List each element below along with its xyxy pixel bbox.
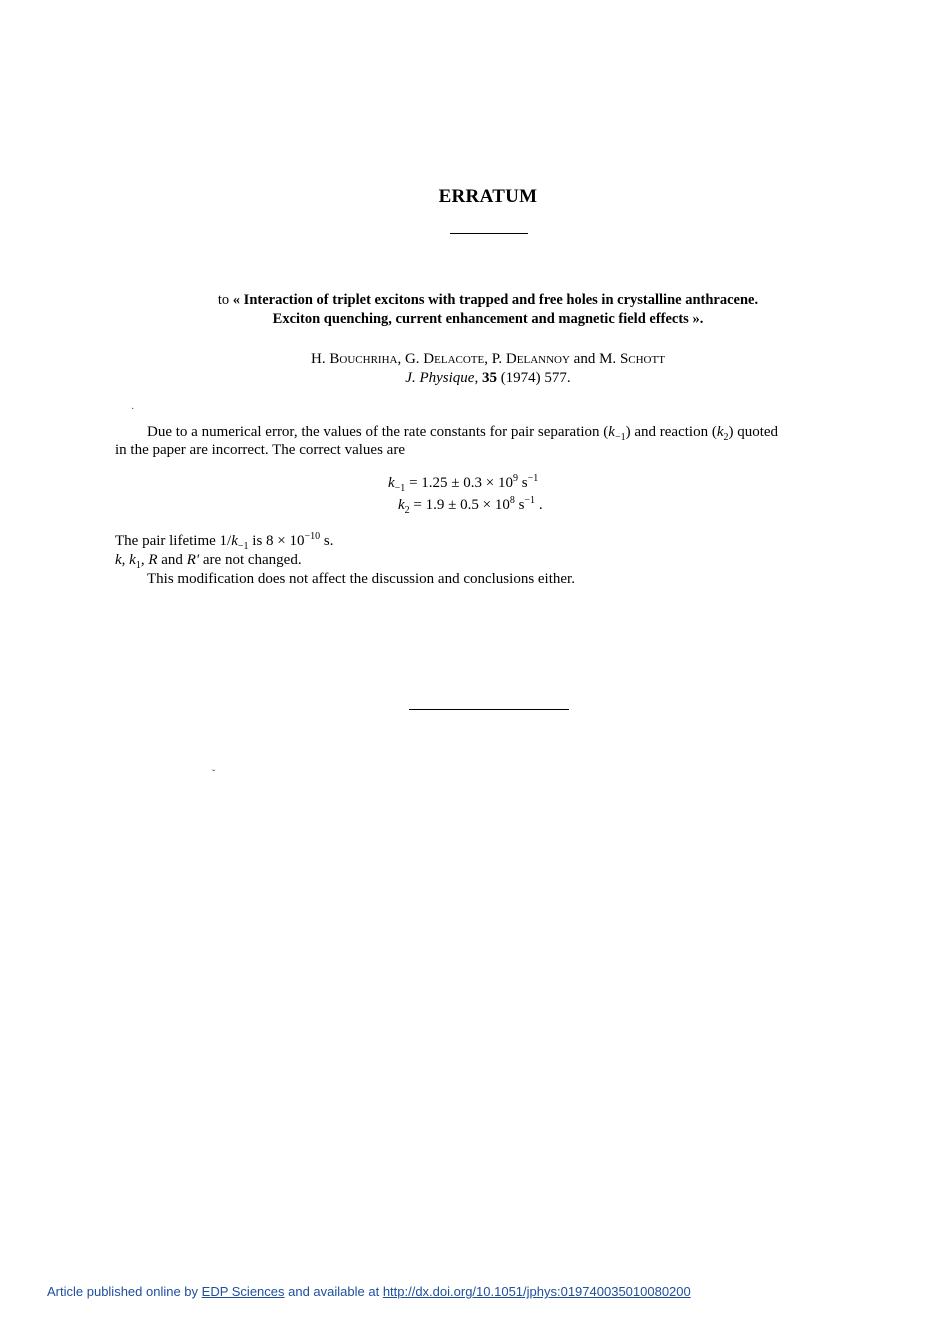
scan-speck: · [131,404,135,415]
publisher-footer: Article published online by EDP Sciences and available at http://dx.doi.org/10.1051/jphys:019740035010080200 [47,1284,691,1299]
equation-k2: $k_2 = 1.9 \pm 0.5 \times 10^8$ $s^{-1}$ . [398,495,543,516]
reference-title-line2: Exciton quenching, current enhancement and magnetic field effects ». [272,311,704,327]
body-paragraph-1-line2: in the paper are incorrect. The correct values are [115,442,405,458]
author-name: Bouchriha [329,351,398,367]
edp-sciences-link[interactable]: EDP Sciences [201,1284,285,1299]
unchanged-constants-line: k, $k_1$, R and R′ are not changed. [115,552,302,571]
journal-volume: 35 [481,370,497,386]
equation-k-minus-1: $k_{-1} = 1.25 \pm 0.3 \times 10^9$ $s^{-1}$ [388,473,539,494]
journal-name: J. Physique [405,370,475,386]
end-divider [409,709,569,710]
article-reference [0,291,930,329]
author-block [0,350,930,388]
reference-prefix: to [217,292,230,308]
author-name: Delacote [423,351,485,367]
erratum-title: ERRATUM [438,186,538,207]
scan-speck: ˇ [212,769,216,780]
pair-lifetime-line: The pair lifetime $1/k_{-1}$ is $8 \times 10^{-10}$ s. [115,531,334,552]
doi-link[interactable]: http://dx.doi.org/10.1051/jphys:019740035010080200 [382,1284,691,1299]
reference-title-line1: « Interaction of triplet excitons with trapped and free holes in crystalline anthracene. [232,292,759,308]
journal-citation: J. Physique, 35 (1974) 577. [405,370,571,386]
author-name: Schott [619,351,665,367]
title-divider [450,233,528,234]
author-name: Delannoy [505,351,570,367]
conclusion-line: This modification does not affect the discussion and conclusions either. [147,571,575,587]
author-list: H. Bouchriha, G. Delacote, P. Delannoy and M. Schott [311,351,665,367]
body-paragraph-1: Due to a numerical error, the values of the rate constants for pair separation $(k_{-1})$ and reaction $(k_2)$ quoted [147,424,779,443]
